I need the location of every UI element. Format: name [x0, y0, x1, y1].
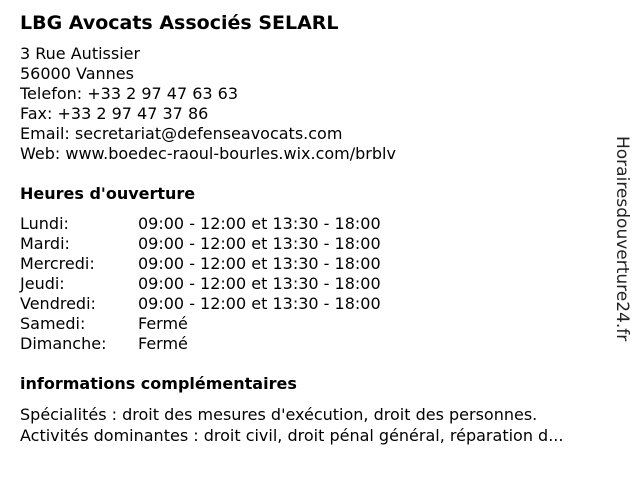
day-label: Samedi: — [20, 314, 86, 333]
day-label: Jeudi: — [20, 274, 65, 293]
website-address: Web: www.boedec-raoul-bourles.wix.com/brblv — [20, 144, 396, 163]
time-range: Fermé — [138, 334, 188, 353]
hours-row-monday — [20, 214, 440, 234]
phone-number: Telefon: +33 2 97 47 63 63 — [20, 84, 239, 103]
hours-heading: Heures d'ouverture — [20, 184, 196, 203]
day-label: Mardi: — [20, 234, 70, 253]
watermark — [610, 136, 634, 376]
hours-row-saturday — [20, 314, 440, 334]
day-label: Lundi: — [20, 214, 69, 233]
email-address: Email: secretariat@defenseavocats.com — [20, 124, 343, 143]
opening-hours-table — [20, 214, 440, 354]
info-heading: informations complémentaires — [20, 374, 297, 393]
contact-block — [20, 44, 396, 164]
time-range: Fermé — [138, 314, 188, 333]
time-range: 09:00 - 12:00 et 13:30 - 18:00 — [138, 254, 381, 273]
street-address: 3 Rue Autissier — [20, 44, 141, 63]
time-range: 09:00 - 12:00 et 13:30 - 18:00 — [138, 294, 381, 313]
city-address: 56000 Vannes — [20, 64, 134, 83]
hours-row-thursday — [20, 274, 440, 294]
time-range: 09:00 - 12:00 et 13:30 - 18:00 — [138, 234, 381, 253]
business-title: LBG Avocats Associés SELARL — [20, 12, 339, 34]
hours-row-tuesday — [20, 234, 440, 254]
specialties-text: Spécialités : droit des mesures d'exécution, droit des personnes. — [20, 405, 538, 424]
fax-number: Fax: +33 2 97 47 37 86 — [20, 104, 209, 123]
day-label: Vendredi: — [20, 294, 96, 313]
hours-row-friday — [20, 294, 440, 314]
day-label: Mercredi: — [20, 254, 95, 273]
day-label: Dimanche: — [20, 334, 107, 353]
time-range: 09:00 - 12:00 et 13:30 - 18:00 — [138, 274, 381, 293]
activities-text: Activités dominantes : droit civil, droit pénal général, réparation d... — [20, 426, 564, 445]
time-range: 09:00 - 12:00 et 13:30 - 18:00 — [138, 214, 381, 233]
hours-row-sunday — [20, 334, 440, 354]
additional-info — [20, 404, 620, 446]
hours-row-wednesday — [20, 254, 440, 274]
watermark-text: Horairesdouverture24.fr — [612, 136, 632, 342]
